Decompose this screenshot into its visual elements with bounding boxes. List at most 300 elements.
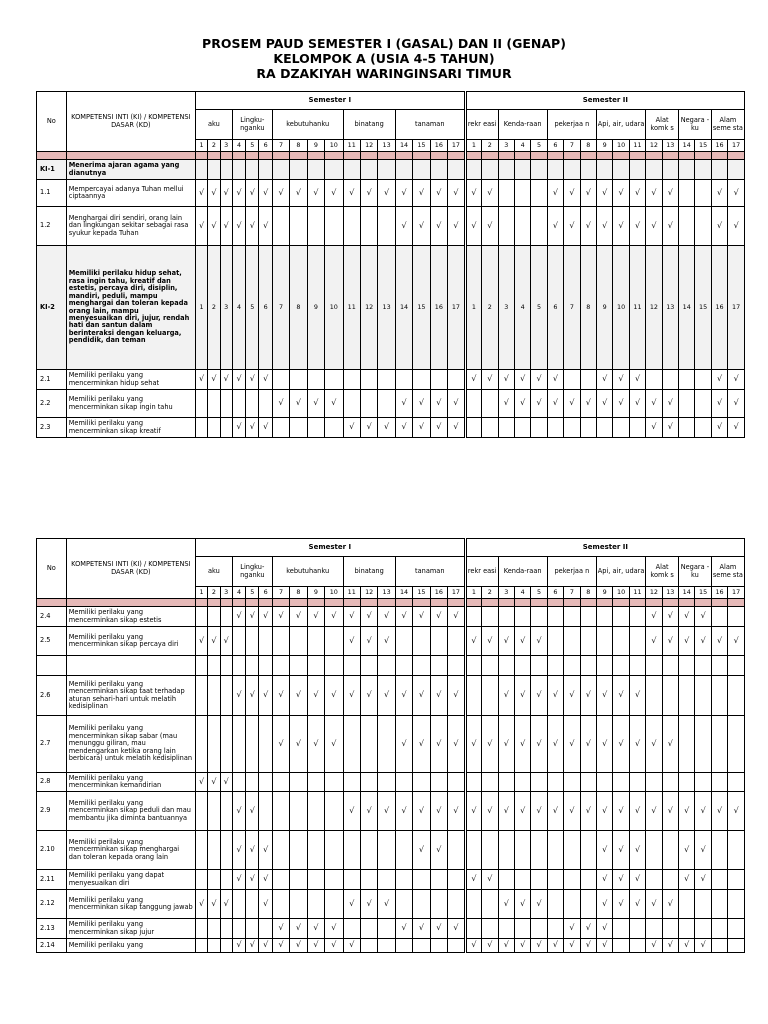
empty-cell <box>220 939 232 953</box>
empty-cell <box>220 716 232 773</box>
theme-s2: Alam seme sta <box>711 557 744 587</box>
empty-cell <box>378 370 395 390</box>
check-mark-icon: √ <box>520 738 526 748</box>
check-cell <box>531 792 547 831</box>
check-mark-icon: √ <box>520 690 526 700</box>
theme-s2: pekerjaa n <box>547 557 596 587</box>
check-cell <box>195 890 207 919</box>
check-mark-icon: √ <box>211 776 217 786</box>
check-cell <box>413 919 430 939</box>
check-cell <box>232 418 245 438</box>
check-mark-icon: √ <box>487 940 493 950</box>
week-number: 6 <box>547 246 563 370</box>
check-cell <box>711 792 727 831</box>
empty-cell <box>482 607 498 627</box>
check-mark-icon: √ <box>418 690 424 700</box>
empty-cell <box>307 792 324 831</box>
spacer-cell <box>66 152 195 160</box>
check-cell <box>378 627 395 656</box>
check-mark-icon: √ <box>418 738 424 748</box>
check-mark-icon: √ <box>667 422 673 432</box>
check-mark-icon: √ <box>418 398 424 408</box>
check-cell <box>246 676 259 716</box>
check-mark-icon: √ <box>700 805 706 815</box>
competency-text: Memiliki perilaku yang mencerminkan sikap kreatif <box>66 418 195 438</box>
check-cell <box>413 390 430 418</box>
week-number: 15 <box>695 587 711 599</box>
week-number: 17 <box>728 140 745 152</box>
empty-cell <box>307 870 324 890</box>
check-cell <box>531 890 547 919</box>
check-mark-icon: √ <box>651 422 657 432</box>
check-mark-icon: √ <box>602 805 608 815</box>
kd-row <box>37 180 745 207</box>
spacer-cell <box>208 152 220 160</box>
check-cell <box>564 390 580 418</box>
check-mark-icon: √ <box>651 805 657 815</box>
week-number: 11 <box>629 587 645 599</box>
week-number: 9 <box>307 587 324 599</box>
week-number: 14 <box>679 140 695 152</box>
empty-cell <box>646 160 662 180</box>
kd-row <box>37 418 745 438</box>
week-number: 15 <box>695 246 711 370</box>
check-cell <box>580 390 596 418</box>
check-mark-icon: √ <box>249 844 255 854</box>
check-mark-icon: √ <box>634 898 641 908</box>
spacer-cell <box>272 152 289 160</box>
empty-cell <box>547 418 563 438</box>
check-cell <box>482 207 498 246</box>
week-number: 16 <box>711 587 727 599</box>
check-mark-icon: √ <box>552 738 559 748</box>
check-mark-icon: √ <box>418 805 424 815</box>
competency-text: Memiliki perilaku yang mencerminkan sikap peduli dan mau membantu jika diminta bantuannya <box>66 792 195 831</box>
check-mark-icon: √ <box>313 940 319 950</box>
week-number: 2 <box>482 587 498 599</box>
check-mark-icon: √ <box>295 611 301 621</box>
check-mark-icon: √ <box>487 874 493 884</box>
check-mark-icon: √ <box>552 374 559 384</box>
check-mark-icon: √ <box>295 187 301 197</box>
check-mark-icon: √ <box>569 738 575 748</box>
empty-cell <box>208 792 220 831</box>
week-number: 1 <box>195 246 207 370</box>
empty-cell <box>711 656 727 676</box>
header-no: No <box>37 539 67 599</box>
empty-cell <box>195 870 207 890</box>
empty-cell <box>360 831 377 870</box>
theme-s1: Lingku-nganku <box>232 110 272 140</box>
kd-row <box>37 370 745 390</box>
empty-cell <box>662 919 678 939</box>
check-mark-icon: √ <box>313 398 319 408</box>
row-number: 2.8 <box>37 773 67 792</box>
empty-cell <box>465 160 481 180</box>
ki-row <box>37 160 745 180</box>
check-mark-icon: √ <box>236 844 242 854</box>
check-mark-icon: √ <box>503 898 509 908</box>
empty-cell <box>465 773 481 792</box>
check-mark-icon: √ <box>418 220 424 230</box>
empty-cell <box>547 890 563 919</box>
spacer-cell <box>195 599 207 607</box>
empty-cell <box>208 676 220 716</box>
check-mark-icon: √ <box>487 220 493 230</box>
theme-s2: Api, air, udara <box>596 557 645 587</box>
check-mark-icon: √ <box>487 805 493 815</box>
check-mark-icon: √ <box>331 738 337 748</box>
empty-cell <box>564 890 580 919</box>
check-cell <box>514 890 530 919</box>
check-cell <box>325 390 343 418</box>
empty-cell <box>448 370 466 390</box>
check-mark-icon: √ <box>263 611 269 621</box>
check-cell <box>246 207 259 246</box>
spacer-cell <box>629 599 645 607</box>
check-cell <box>430 180 447 207</box>
check-mark-icon: √ <box>295 738 301 748</box>
check-mark-icon: √ <box>331 940 337 950</box>
check-mark-icon: √ <box>569 923 575 933</box>
empty-cell <box>482 773 498 792</box>
check-cell <box>325 939 343 953</box>
competency-text: Memiliki perilaku yang mencerminkan sikap taat terhadap aturan sehari-hari untuk melatih kedisiplinan <box>66 676 195 716</box>
check-mark-icon: √ <box>602 690 608 700</box>
week-number: 12 <box>360 140 377 152</box>
check-mark-icon: √ <box>366 690 372 700</box>
spacer-cell <box>259 599 272 607</box>
check-mark-icon: √ <box>401 187 407 197</box>
kd-row <box>37 607 745 627</box>
week-number: 8 <box>290 140 307 152</box>
week-number: 10 <box>325 246 343 370</box>
check-cell <box>711 370 727 390</box>
header-semester-2: Semester II <box>465 539 744 557</box>
check-mark-icon: √ <box>618 874 624 884</box>
empty-cell <box>195 676 207 716</box>
check-cell <box>596 180 612 207</box>
check-mark-icon: √ <box>487 187 493 197</box>
check-cell <box>465 180 481 207</box>
check-cell <box>564 792 580 831</box>
check-mark-icon: √ <box>634 220 641 230</box>
empty-cell <box>290 773 307 792</box>
empty-cell <box>646 773 662 792</box>
check-mark-icon: √ <box>263 898 269 908</box>
check-cell <box>413 716 430 773</box>
empty-cell <box>272 831 289 870</box>
check-mark-icon: √ <box>278 187 284 197</box>
empty-cell <box>413 890 430 919</box>
empty-cell <box>272 870 289 890</box>
empty-cell <box>695 418 711 438</box>
check-cell <box>596 390 612 418</box>
week-number: 15 <box>695 140 711 152</box>
empty-cell <box>695 773 711 792</box>
check-mark-icon: √ <box>618 805 624 815</box>
check-mark-icon: √ <box>634 805 641 815</box>
check-mark-icon: √ <box>733 398 739 408</box>
check-mark-icon: √ <box>618 690 624 700</box>
empty-cell <box>728 160 745 180</box>
check-cell <box>629 676 645 716</box>
check-cell <box>232 207 245 246</box>
check-cell <box>220 627 232 656</box>
empty-cell <box>208 656 220 676</box>
empty-cell <box>596 627 612 656</box>
check-mark-icon: √ <box>453 187 459 197</box>
empty-cell <box>395 939 412 953</box>
empty-cell <box>482 919 498 939</box>
check-cell <box>662 627 678 656</box>
empty-cell <box>232 919 245 939</box>
check-cell <box>395 390 412 418</box>
empty-cell <box>208 160 220 180</box>
spacer-cell <box>662 152 678 160</box>
check-cell <box>482 792 498 831</box>
check-cell <box>596 870 612 890</box>
empty-cell <box>195 418 207 438</box>
check-cell <box>195 207 207 246</box>
check-mark-icon: √ <box>223 220 229 230</box>
check-mark-icon: √ <box>585 923 591 933</box>
week-number: 5 <box>246 246 259 370</box>
check-mark-icon: √ <box>684 874 690 884</box>
week-number: 6 <box>259 246 272 370</box>
empty-cell <box>290 870 307 890</box>
week-number: 4 <box>514 587 530 599</box>
week-number: 12 <box>646 587 662 599</box>
empty-cell <box>547 656 563 676</box>
check-cell <box>208 627 220 656</box>
empty-cell <box>646 370 662 390</box>
check-cell <box>613 792 629 831</box>
check-mark-icon: √ <box>401 923 407 933</box>
spacer-cell <box>531 152 547 160</box>
check-mark-icon: √ <box>733 374 739 384</box>
check-cell <box>430 390 447 418</box>
title-line-3: RA DZAKIYAH WARINGINSARI TIMUR <box>256 66 512 81</box>
check-cell <box>613 676 629 716</box>
check-cell <box>360 676 377 716</box>
empty-cell <box>679 418 695 438</box>
check-cell <box>232 180 245 207</box>
check-cell <box>695 792 711 831</box>
empty-cell <box>378 831 395 870</box>
check-mark-icon: √ <box>249 874 255 884</box>
empty-cell <box>307 160 324 180</box>
check-cell <box>272 676 289 716</box>
check-mark-icon: √ <box>585 940 591 950</box>
check-cell <box>679 870 695 890</box>
empty-cell <box>360 939 377 953</box>
empty-cell <box>482 890 498 919</box>
check-mark-icon: √ <box>249 422 255 432</box>
spacer-cell <box>325 599 343 607</box>
check-mark-icon: √ <box>487 374 493 384</box>
check-mark-icon: √ <box>331 923 337 933</box>
empty-cell <box>711 919 727 939</box>
empty-cell <box>208 418 220 438</box>
check-mark-icon: √ <box>366 898 372 908</box>
empty-cell <box>220 831 232 870</box>
empty-cell <box>413 939 430 953</box>
check-cell <box>531 676 547 716</box>
row-number: 2.12 <box>37 890 67 919</box>
spacer-cell <box>646 599 662 607</box>
check-mark-icon: √ <box>313 611 319 621</box>
check-mark-icon: √ <box>401 805 407 815</box>
spacer-cell <box>695 152 711 160</box>
check-mark-icon: √ <box>453 690 459 700</box>
spacer-cell <box>695 599 711 607</box>
week-number: 7 <box>272 587 289 599</box>
empty-cell <box>395 773 412 792</box>
empty-cell <box>325 160 343 180</box>
check-cell <box>728 418 745 438</box>
empty-cell <box>482 418 498 438</box>
check-cell <box>232 870 245 890</box>
check-mark-icon: √ <box>536 805 542 815</box>
check-cell <box>547 716 563 773</box>
spacer-cell <box>232 152 245 160</box>
check-mark-icon: √ <box>278 398 284 408</box>
check-cell <box>580 792 596 831</box>
row-number: 2.6 <box>37 676 67 716</box>
check-cell <box>378 180 395 207</box>
empty-cell <box>413 627 430 656</box>
empty-cell <box>195 390 207 418</box>
check-mark-icon: √ <box>436 690 442 700</box>
competency-text: Memiliki perilaku yang mencerminkan sikap percaya diri <box>66 627 195 656</box>
check-mark-icon: √ <box>331 398 337 408</box>
empty-cell <box>430 773 447 792</box>
spacer-cell <box>220 152 232 160</box>
check-cell <box>325 676 343 716</box>
check-cell <box>613 890 629 919</box>
check-cell <box>195 180 207 207</box>
spacer-cell <box>325 152 343 160</box>
empty-cell <box>629 418 645 438</box>
check-cell <box>360 180 377 207</box>
check-cell <box>596 792 612 831</box>
empty-cell <box>613 607 629 627</box>
check-mark-icon: √ <box>602 874 608 884</box>
check-mark-icon: √ <box>667 940 673 950</box>
empty-cell <box>695 890 711 919</box>
spacer-cell <box>613 599 629 607</box>
check-cell <box>259 676 272 716</box>
empty-cell <box>728 656 745 676</box>
empty-cell <box>482 656 498 676</box>
week-number: 6 <box>547 587 563 599</box>
check-mark-icon: √ <box>569 940 575 950</box>
check-cell <box>343 792 360 831</box>
empty-cell <box>360 370 377 390</box>
check-cell <box>413 418 430 438</box>
check-mark-icon: √ <box>331 187 337 197</box>
empty-cell <box>482 676 498 716</box>
check-mark-icon: √ <box>733 220 739 230</box>
check-mark-icon: √ <box>585 690 591 700</box>
spacer-cell <box>246 599 259 607</box>
check-mark-icon: √ <box>733 635 739 645</box>
check-cell <box>580 207 596 246</box>
week-number: 1 <box>195 587 207 599</box>
week-number: 2 <box>208 587 220 599</box>
check-cell <box>547 676 563 716</box>
check-mark-icon: √ <box>520 898 526 908</box>
week-number: 11 <box>343 587 360 599</box>
competency-text: Memiliki perilaku yang dapat menyesuaikan diri <box>66 870 195 890</box>
check-mark-icon: √ <box>436 220 442 230</box>
check-mark-icon: √ <box>585 398 591 408</box>
check-cell <box>629 890 645 919</box>
empty-cell <box>679 390 695 418</box>
empty-cell <box>290 370 307 390</box>
check-cell <box>613 370 629 390</box>
check-mark-icon: √ <box>602 398 608 408</box>
check-mark-icon: √ <box>520 805 526 815</box>
empty-cell <box>564 831 580 870</box>
empty-cell <box>208 919 220 939</box>
row-number: 2.11 <box>37 870 67 890</box>
check-cell <box>220 370 232 390</box>
empty-cell <box>448 831 466 870</box>
check-cell <box>395 919 412 939</box>
week-number: 6 <box>547 140 563 152</box>
check-cell <box>662 390 678 418</box>
row-number: 1.2 <box>37 207 67 246</box>
check-mark-icon: √ <box>199 374 205 384</box>
check-cell <box>580 716 596 773</box>
check-mark-icon: √ <box>552 398 559 408</box>
kd-row <box>37 890 745 919</box>
check-mark-icon: √ <box>585 805 591 815</box>
empty-cell <box>580 870 596 890</box>
check-mark-icon: √ <box>418 611 424 621</box>
check-cell <box>465 716 481 773</box>
empty-cell <box>232 890 245 919</box>
check-cell <box>290 716 307 773</box>
check-mark-icon: √ <box>211 635 217 645</box>
week-number: 17 <box>448 140 466 152</box>
check-mark-icon: √ <box>618 844 624 854</box>
empty-cell <box>307 656 324 676</box>
week-number: 8 <box>580 587 596 599</box>
week-number: 2 <box>208 246 220 370</box>
check-cell <box>596 831 612 870</box>
check-cell <box>325 716 343 773</box>
check-cell <box>646 418 662 438</box>
empty-cell <box>580 890 596 919</box>
check-cell <box>662 180 678 207</box>
check-mark-icon: √ <box>552 940 559 950</box>
spacer-cell <box>711 152 727 160</box>
check-cell <box>259 418 272 438</box>
theme-s2: Kenda-raan <box>498 557 547 587</box>
empty-cell <box>514 160 530 180</box>
check-cell <box>679 627 695 656</box>
empty-cell <box>246 627 259 656</box>
check-cell <box>395 607 412 627</box>
empty-cell <box>220 792 232 831</box>
check-mark-icon: √ <box>453 611 459 621</box>
empty-cell <box>232 656 245 676</box>
spacer-cell <box>360 152 377 160</box>
empty-cell <box>580 418 596 438</box>
